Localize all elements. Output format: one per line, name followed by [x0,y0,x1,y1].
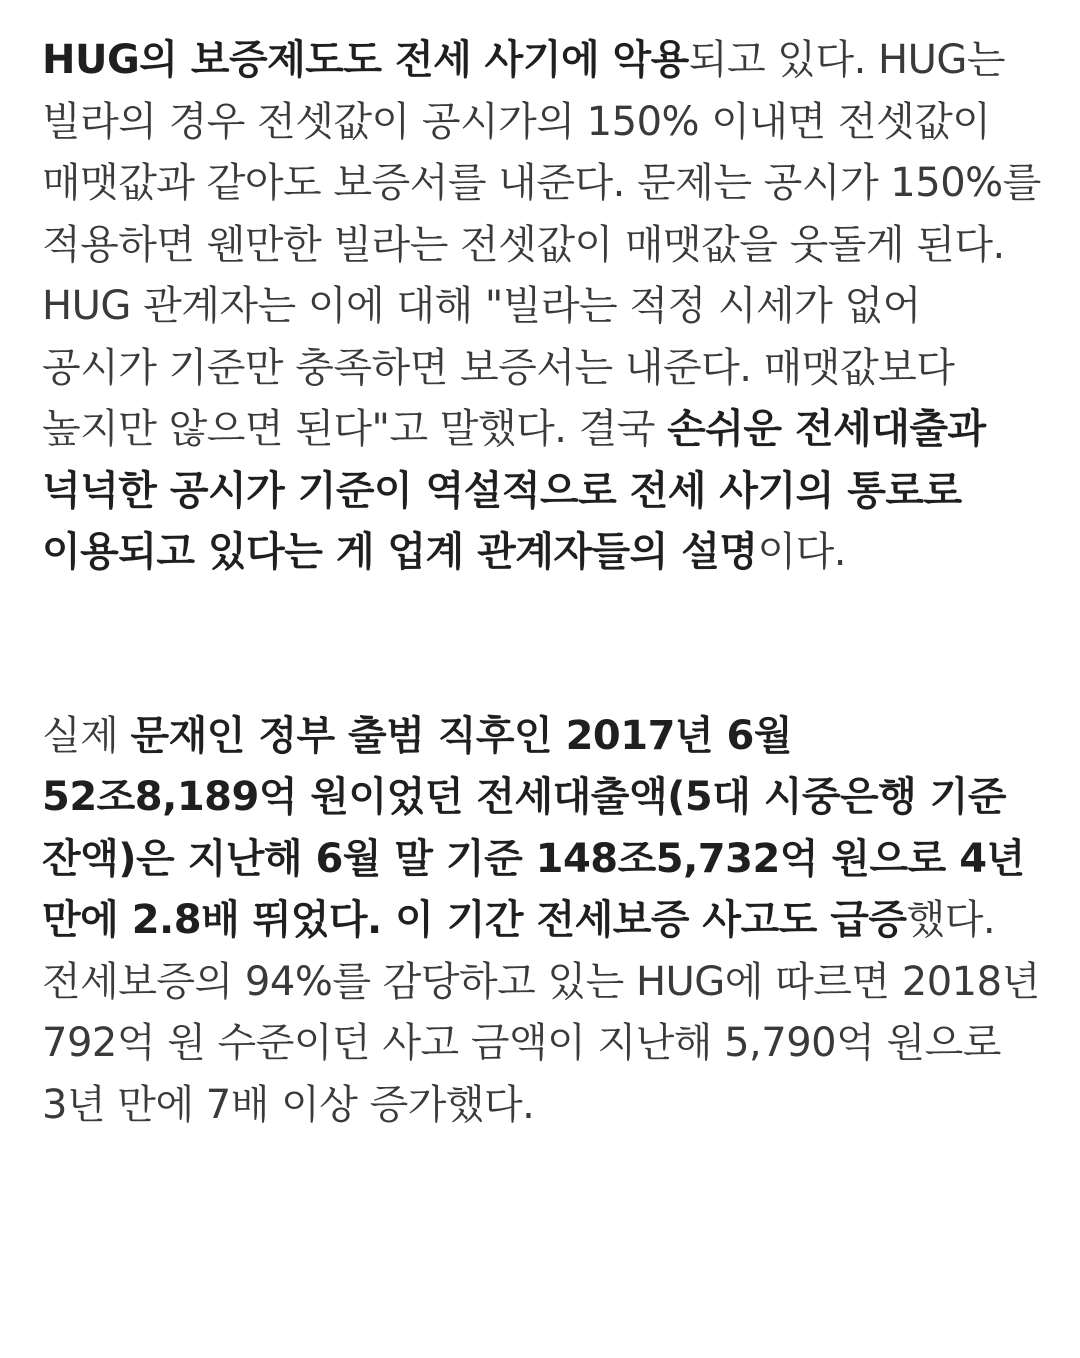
article-body [42,30,1042,1136]
bold-text: 손쉬운 전세대출과 넉넉한 공시가 기준이 역설적으로 전세 사기의 통로로 이용되고 있다는 게 업계 관계자들의 설명 [42,406,986,575]
paragraph-1 [42,30,1042,584]
bold-text: 문재인 정부 출범 직후인 2017년 6월 52조8,189억 원이었던 전세대출액(5대 시중은행 기준 잔액)은 지난해 6월 말 기준 148조5,732억 원으로 4년 만에 2.8배 뛰었다. 이 기간 전세보증 사고도 급증 [42,712,1025,943]
body-text: 했다. 전세보증의 94%를 감당하고 있는 HUG에 따르면 2018년 792억 원 수준이던 사고 금액이 지난해 5,790억 원으로 3년 만에 7배 이상 증가했다. [42,897,1040,1128]
body-text: 실제 [42,712,131,759]
body-text: 이다. [757,529,847,575]
body-text: 되고 있다. HUG는 빌라의 경우 전셋값이 공시가의 150% 이내면 전셋값이 매맷값과 같아도 보증서를 내준다. 문제는 공시가 150%를 적용하면 웬만한 빌라는 전셋값이 매맷값을 웃돌게 된다. HUG 관계자는 이에 대해 "빌라는 적정 시세가 없어 공시가 기준만 충족하면 보증서는 내준다. 매맷값보다 높지만 않으면 된다"고 말했다. 결국 [42,37,1041,452]
paragraph-2 [42,706,1042,1137]
bold-text: HUG의 보증제도도 전세 사기에 악용 [42,37,689,83]
